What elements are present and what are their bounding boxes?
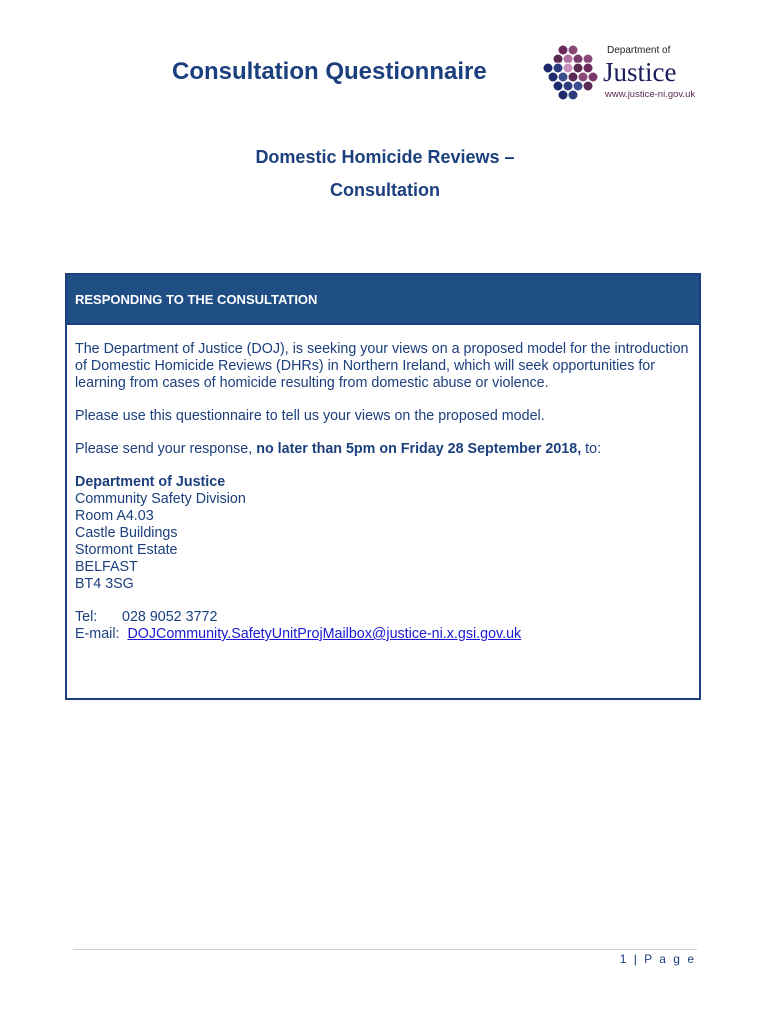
tel-number: 028 9052 3772 [122, 609, 218, 625]
contact-tel [75, 609, 691, 626]
address-line: BT4 3SG [75, 576, 134, 592]
footer-divider [73, 949, 697, 950]
page-title: Consultation Questionnaire [172, 58, 487, 85]
email-label: E-mail: [75, 626, 120, 642]
postal-address [75, 474, 691, 593]
tel-label: Tel: [75, 609, 98, 625]
address-line: Stormont Estate [75, 542, 178, 558]
address-line: Castle Buildings [75, 525, 178, 541]
intro-paragraph: The Department of Justice (DOJ), is seeking your views on a proposed model for the introduction of Domestic Homicide Reviews (DHRs) in Northern Ireland, which will seek opportunities for learning from cases of homicide resulting from domestic abuse or violence. [75, 341, 689, 391]
document-subtitle-line1: Domestic Homicide Reviews – [255, 147, 515, 167]
address-line: Community Safety Division [75, 491, 246, 507]
address-org: Department of Justice [75, 474, 226, 490]
hexagon-logo-icon [543, 44, 601, 102]
logo-url-text: www.justice-ni.gov.uk [605, 89, 696, 100]
document-subtitle-line2: Consultation [330, 180, 440, 200]
address-line: Room A4.03 [75, 508, 154, 524]
logo-justice-text: Justice [603, 57, 677, 87]
questionnaire-paragraph: Please use this questionnaire to tell us your views on the proposed model. [75, 408, 545, 424]
responding-box [65, 273, 701, 700]
contact-email [75, 626, 691, 643]
address-line: BELFAST [75, 559, 138, 575]
page-number: 1 | P a g e [619, 952, 696, 966]
box-heading: RESPONDING TO THE CONSULTATION [67, 275, 699, 325]
doj-logo [543, 44, 708, 104]
box-body [67, 325, 699, 643]
deadline-prefix: Please send your response, [75, 441, 257, 457]
deadline-date: no later than 5pm on Friday 28 September 2018, [256, 441, 582, 457]
email-link[interactable]: DOJCommunity.SafetyUnitProjMailbox@justice-ni.x.gsi.gov.uk [127, 626, 522, 642]
deadline-paragraph [75, 441, 691, 458]
deadline-suffix: to: [581, 441, 602, 457]
logo-department-text: Department of [607, 45, 671, 56]
